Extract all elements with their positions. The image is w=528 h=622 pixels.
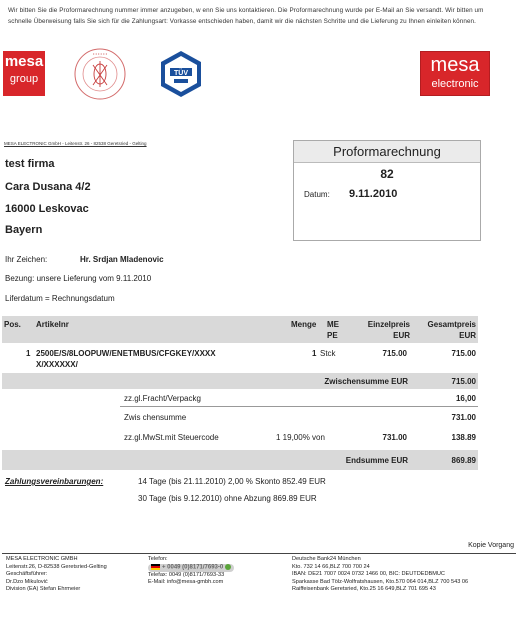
col-header-einzelpreis-eur: EUR	[393, 331, 410, 340]
reference-label: Ihr Zeichen:	[5, 255, 48, 264]
mwst-code: 1 19,00% von	[276, 433, 325, 442]
row-pos: 1	[26, 349, 31, 358]
payment-notice: Wir bitten Sie die Proformarechnung nummer immer anzugeben, w enn Sie uns kontaktieren. Die Proformarechnung wurde per E-Mail an Sie versandt. Wir bitten um schnelle Überweisung falls Sie sich für die Zahlungsart: Vorkasse entschieden haben, damit wir die nächsten Schritte und die Lieferung zu Ihnen einleiten können.	[8, 7, 484, 25]
proforma-title: Proformarechnung	[294, 141, 480, 163]
footer-company: MESA ELECTRONIC GMBH Leitenstr.26, D-82538 Geretsried-Gelting Geschäftsführer: Dr.Dzo Mikulović Division (EA) Stefan Ehrmeier	[6, 556, 107, 593]
svg-text:TÜV: TÜV	[174, 70, 188, 77]
row-gesamtpreis: 715.00	[451, 349, 476, 358]
payment-term-1: 14 Tage (bis 21.11.2010) 2,00 % Skonto 852.49 EUR	[138, 477, 326, 486]
recipient-city: 16000 Leskovac	[5, 203, 89, 215]
bezug-text: Bezung: unsere Lieferung vom 9.11.2010	[5, 274, 152, 283]
col-header-gesamtpreis: Gesamtpreis	[427, 320, 476, 329]
total-label: Endsumme EUR	[345, 456, 408, 465]
col-header-menge: Menge	[291, 320, 317, 329]
proforma-date: 9.11.2010	[349, 188, 398, 200]
mwst-base: 731.00	[382, 433, 407, 442]
row-einzelpreis: 715.00	[382, 349, 407, 358]
fracht-divider	[120, 406, 478, 407]
certification-seal-logo	[73, 47, 127, 101]
row-artikel-line1: 2500E/S/8LOOPUW/ENETMBUS/CFGKEY/XXXX	[36, 349, 216, 358]
row-me: Stck	[320, 349, 336, 358]
mwst-label: zz.gl.MwSt.mit Steuercode	[124, 433, 219, 442]
footer-contact	[148, 556, 234, 587]
col-header-pe: PE	[327, 331, 338, 340]
proforma-date-label: Datum:	[304, 190, 330, 199]
call-icon	[225, 564, 231, 570]
proforma-number: 82	[380, 167, 394, 181]
footer-bank: Deutsche Bank24 München Kto. 732 14 66,BLZ 700 700 24 IBAN: DE21 7007 0024 0732 1466 00, BIC: DEUTDEDBMUC Sparkasse Bad Tölz-Wolfratshausen, Kto.570 064 014,BLZ 700 543 06 Raiffeisenbank Geretsried, Kto.25 16 649,BLZ 701 695 43	[292, 556, 469, 593]
payment-terms-label: Zahlungsvereinbarungen:	[5, 477, 104, 486]
fracht-value: 16,00	[455, 394, 476, 403]
recipient-name: test firma	[5, 158, 55, 170]
lieferdatum-text: Liferdatum = Rechnungsdatum	[5, 294, 115, 303]
col-header-gesamtpreis-eur: EUR	[459, 331, 476, 340]
phone-number-button[interactable]: + 0049 (0)8171/7693-0	[148, 564, 234, 572]
row-artikel-line2: X/XXXXXX/	[36, 360, 78, 369]
mwst-value: 138.89	[451, 433, 476, 442]
subtotal2-value: 731.00	[451, 413, 476, 422]
col-header-me: ME	[327, 320, 339, 329]
subtotal-label: Zwischensumme EUR	[324, 377, 408, 386]
copy-note: Kopie Vorgang	[468, 542, 514, 549]
telefon-label: Telefon:	[148, 556, 168, 562]
mesa-group-logo: mesa group	[3, 51, 45, 96]
tuv-certification-logo	[157, 50, 205, 98]
col-header-pos: Pos.	[4, 320, 21, 329]
germany-flag-icon	[151, 564, 160, 570]
sender-address-line: MESA ELECTRONIC GmbH - Leitenstr. 26 - 82538 Geretsried - Gelting	[4, 141, 147, 146]
row-menge: 1	[312, 349, 317, 358]
footer-divider	[2, 553, 516, 554]
payment-term-2: 30 Tage (bis 9.12.2010) ohne Abzung 869.89 EUR	[138, 494, 317, 503]
recipient-region: Bayern	[5, 224, 43, 236]
reference-value: Hr. Srdjan Mladenovic	[80, 255, 164, 264]
telefax: Telefax: 0049 (0)8171/7693-33	[148, 571, 225, 578]
col-header-einzelpreis: Einzelpreis	[367, 320, 410, 329]
total-value: 869.89	[451, 456, 476, 465]
col-header-artikel: Artikelnr	[36, 320, 69, 329]
proforma-info-box	[293, 140, 481, 241]
svg-text:• • • • • •: • • • • • •	[93, 51, 107, 56]
mesa-electronic-logo: mesa electronic	[420, 51, 490, 96]
subtotal2-label: Zwis chensumme	[124, 413, 187, 422]
subtotal-value: 715.00	[451, 377, 476, 386]
email: E-Mail: info@mesa-gmbh.com	[148, 579, 224, 586]
fracht-label: zz.gl.Fracht/Verpackg	[124, 394, 201, 403]
recipient-street: Cara Dusana 4/2	[5, 181, 91, 193]
